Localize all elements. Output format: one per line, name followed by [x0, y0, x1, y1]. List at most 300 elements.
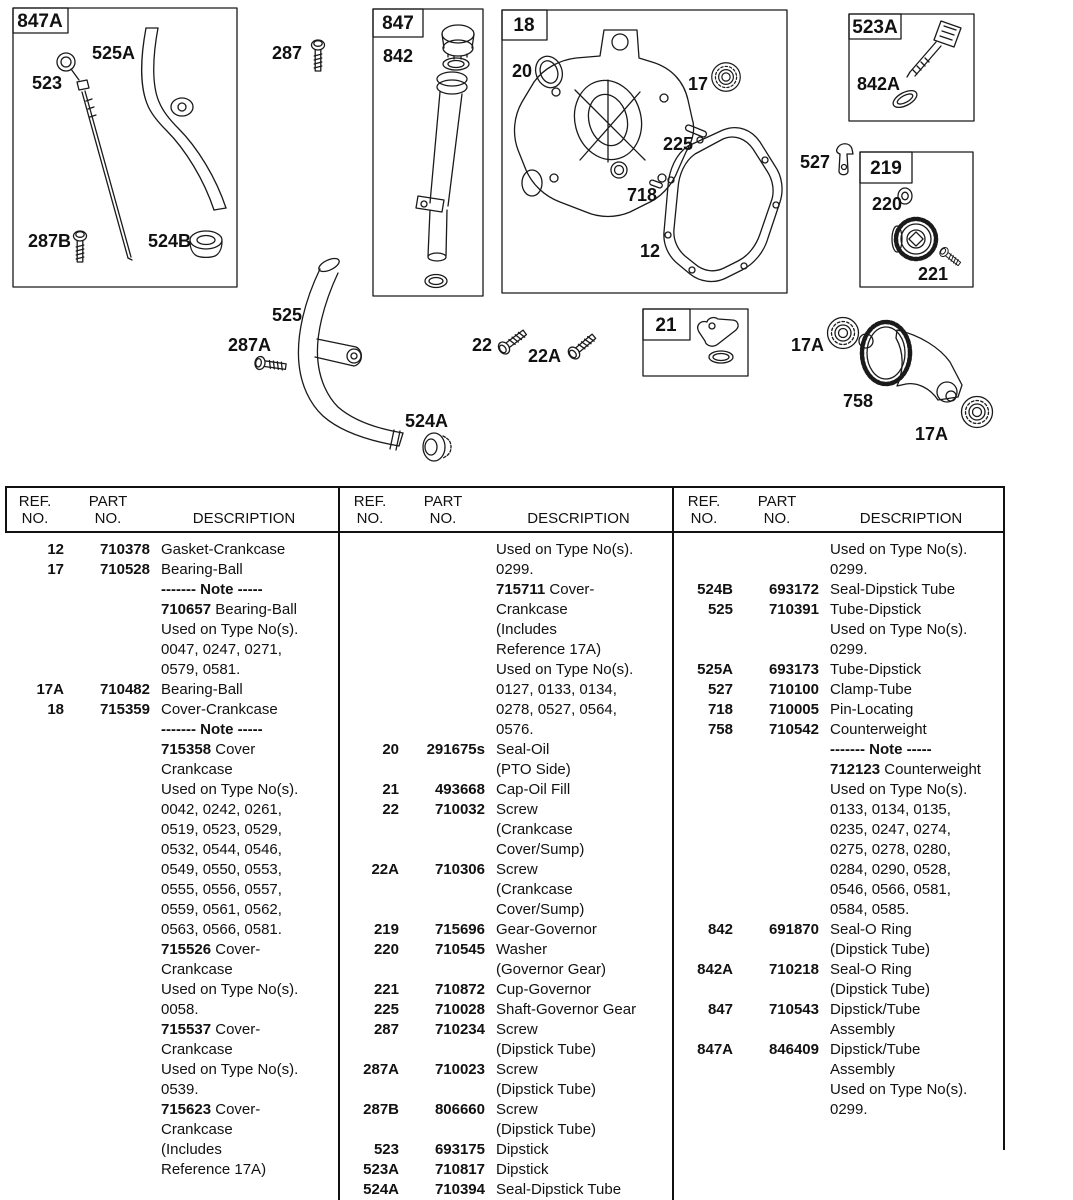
table-row [341, 1020, 670, 1040]
description: Screw [496, 1101, 538, 1118]
table-right-border [1003, 486, 1005, 1150]
callout-758: 758 [843, 391, 874, 411]
description: Screw [496, 1021, 538, 1038]
ref-no [341, 620, 399, 640]
description: 0042, 0242, 0261, [161, 801, 282, 818]
part-no: 710528 [99, 561, 150, 578]
part-no [733, 640, 819, 660]
ref-no [675, 760, 733, 780]
description: Dipstick [496, 1161, 549, 1178]
ref-no [6, 1040, 64, 1060]
header-description: DESCRIPTION [192, 510, 296, 527]
part-no [399, 1080, 485, 1100]
part-no [399, 600, 485, 620]
ref-no [341, 700, 399, 720]
part-no [64, 1140, 150, 1160]
description: Used on Type No(s). [830, 1081, 968, 1098]
part-no: 710542 [768, 721, 819, 738]
description: Used on Type No(s). [496, 541, 634, 558]
part-no [399, 900, 485, 920]
part-tube-525 [298, 256, 403, 450]
part-no [64, 740, 150, 760]
description: Cover-Crankcase [161, 701, 278, 718]
description: Used on Type No(s). [161, 981, 299, 998]
part-no [399, 1120, 485, 1140]
part-bearing-17A-left [828, 318, 859, 349]
description: Crankcase [496, 601, 568, 618]
description: Cup-Governor [496, 981, 592, 998]
ref-no [341, 680, 399, 700]
part-bearing-17 [712, 63, 741, 92]
description: Bearing-Ball [161, 561, 243, 578]
ref-no: 524B [697, 581, 733, 598]
description: Seal-O Ring [830, 961, 912, 978]
part-no: 710545 [434, 941, 485, 958]
ref-no [6, 1060, 64, 1080]
ref-no [6, 900, 64, 920]
callout-523: 523 [32, 73, 63, 93]
ref-no [6, 740, 64, 760]
part-no [733, 1080, 819, 1100]
table-row [341, 720, 670, 740]
description: Dipstick [496, 1141, 549, 1158]
description: 0555, 0556, 0557, [161, 881, 282, 898]
part-no [64, 1000, 150, 1020]
table-row [6, 980, 336, 1000]
description: 715526 Cover- [161, 941, 261, 958]
ref-no [341, 540, 399, 560]
table-row [675, 800, 1001, 820]
part-no [733, 820, 819, 840]
table-row [675, 820, 1001, 840]
part-no [64, 580, 150, 600]
description: Used on Type No(s). [161, 781, 299, 798]
table-row [6, 940, 336, 960]
part-no [733, 1060, 819, 1080]
part-no: 710218 [768, 961, 819, 978]
table-divider-1 [338, 486, 340, 1200]
description: (Dipstick Tube) [830, 981, 931, 998]
description: Used on Type No(s). [830, 541, 968, 558]
description: Screw [496, 801, 538, 818]
ref-no [6, 660, 64, 680]
table-row [675, 580, 1001, 600]
part-no: 691870 [768, 921, 819, 938]
part-no [733, 840, 819, 860]
description: Seal-Dipstick Tube [496, 1181, 622, 1198]
description: 0584, 0585. [830, 901, 910, 918]
ref-no: 20 [382, 741, 399, 758]
description: 715358 Cover [161, 741, 256, 758]
part-no [733, 620, 819, 640]
description: ------- Note ----- [161, 581, 263, 598]
description: ------- Note ----- [830, 741, 932, 758]
callout-17A-right: 17A [915, 424, 949, 444]
part-no [733, 540, 819, 560]
description: 0549, 0550, 0553, [161, 861, 282, 878]
part-no: 715696 [434, 921, 485, 938]
table-row [6, 600, 336, 620]
callout-287A: 287A [228, 335, 272, 355]
description: 0519, 0523, 0529, [161, 821, 282, 838]
ref-no [6, 1080, 64, 1100]
part-no [399, 820, 485, 840]
description: Screw [496, 861, 538, 878]
ref-no [341, 640, 399, 660]
description: Assembly [830, 1061, 896, 1078]
callout-12: 12 [640, 241, 661, 261]
ref-no [6, 760, 64, 780]
table-row [6, 1040, 336, 1060]
part-no [64, 1060, 150, 1080]
part-no [64, 900, 150, 920]
table-row [341, 1140, 670, 1160]
part-no [733, 980, 819, 1000]
part-no [399, 680, 485, 700]
description: Used on Type No(s). [830, 621, 968, 638]
description: Used on Type No(s). [161, 1061, 299, 1078]
ref-no [341, 960, 399, 980]
box-label-847A: 847A [17, 11, 63, 32]
description: Reference 17A) [161, 1161, 267, 1178]
ref-no [675, 1060, 733, 1080]
ref-no [675, 1100, 733, 1120]
ref-no [6, 720, 64, 740]
description: (Dipstick Tube) [496, 1081, 597, 1098]
table-row [6, 620, 336, 640]
part-bearing-17A-right [962, 397, 993, 428]
part-no [399, 620, 485, 640]
table-row [6, 1140, 336, 1160]
table-row [341, 1040, 670, 1060]
ref-no [341, 560, 399, 580]
description: (Dipstick Tube) [496, 1041, 597, 1058]
table-row [675, 1020, 1001, 1040]
table-row [6, 880, 336, 900]
header-description: DESCRIPTION [859, 510, 963, 527]
description: Screw [496, 1061, 538, 1078]
part-no [64, 1040, 150, 1060]
part-screw-22A [566, 331, 598, 361]
description: 0559, 0561, 0562, [161, 901, 282, 918]
part-tube-525A [142, 28, 226, 210]
description: 0284, 0290, 0528, [830, 861, 951, 878]
box-label-523A: 523A [852, 17, 898, 38]
part-no [399, 960, 485, 980]
table-row [675, 620, 1001, 640]
part-no [64, 920, 150, 940]
description: 0133, 0134, 0135, [830, 801, 951, 818]
table-row [6, 700, 336, 720]
ref-no [675, 940, 733, 960]
ref-no [675, 800, 733, 820]
table-row [341, 580, 670, 600]
ref-no: 17 [47, 561, 64, 578]
ref-no [675, 740, 733, 760]
header-ref-no: REF. NO. [18, 493, 52, 527]
part-no [64, 860, 150, 880]
table-row [675, 640, 1001, 660]
callout-22: 22 [472, 335, 493, 355]
description: 0299. [830, 561, 868, 578]
table-row [341, 1060, 670, 1080]
table-row [6, 740, 336, 760]
ref-no [675, 880, 733, 900]
part-no [64, 1080, 150, 1100]
description: (Dipstick Tube) [830, 941, 931, 958]
ref-no [341, 580, 399, 600]
ref-no: 18 [47, 701, 64, 718]
part-no [733, 1100, 819, 1120]
table-row [675, 680, 1001, 700]
part-no: 710482 [99, 681, 150, 698]
table-row [6, 920, 336, 940]
ref-no: 523 [373, 1141, 399, 1158]
table-row [675, 860, 1001, 880]
table-row [6, 780, 336, 800]
table-column-middle [341, 486, 670, 1200]
part-no: 710543 [768, 1001, 819, 1018]
description: (PTO Side) [496, 761, 571, 778]
part-cap-oil-fill-21 [698, 318, 738, 363]
description: (Dipstick Tube) [496, 1121, 597, 1138]
header-ref-no: REF. NO. [353, 493, 387, 527]
box-label-21: 21 [655, 315, 677, 336]
table-column-right [675, 486, 1001, 1200]
part-no [733, 1020, 819, 1040]
part-no [399, 660, 485, 680]
ref-no: 225 [373, 1001, 399, 1018]
ref-no [675, 840, 733, 860]
part-no: 693172 [768, 581, 819, 598]
table-row [6, 540, 336, 560]
exploded-parts-diagram [0, 0, 1073, 486]
ref-no [6, 860, 64, 880]
callout-525: 525 [272, 305, 303, 325]
description: Crankcase [161, 1121, 233, 1138]
part-dipstick-523 [57, 53, 132, 260]
description: Gear-Governor [496, 921, 597, 938]
description: 0047, 0247, 0271, [161, 641, 282, 658]
part-no: 693173 [768, 661, 819, 678]
callout-17: 17 [688, 74, 709, 94]
part-no [399, 640, 485, 660]
description: 0278, 0527, 0564, [496, 701, 617, 718]
table-row [6, 840, 336, 860]
part-no: 710234 [434, 1021, 485, 1038]
part-dipstick-tube-842 [416, 25, 474, 288]
ref-no [6, 820, 64, 840]
table-row [6, 960, 336, 980]
description: 712123 Counterweight [830, 761, 981, 778]
description: Crankcase [161, 961, 233, 978]
description: Dipstick/Tube [830, 1041, 921, 1058]
ref-no [675, 980, 733, 1000]
ref-no: 842 [707, 921, 733, 938]
description: (Crankcase [496, 881, 573, 898]
table-header [6, 493, 336, 527]
ref-no [341, 880, 399, 900]
description: 0127, 0133, 0134, [496, 681, 617, 698]
table-row [341, 860, 670, 880]
table-row [6, 760, 336, 780]
table-row [6, 1060, 336, 1080]
callout-287: 287 [272, 43, 303, 63]
part-no: 806660 [434, 1101, 485, 1118]
table-row [675, 1080, 1001, 1100]
part-no [64, 800, 150, 820]
description: Seal-Dipstick Tube [830, 581, 956, 598]
ref-no: 847 [707, 1001, 733, 1018]
description: 715537 Cover- [161, 1021, 261, 1038]
description: (Crankcase [496, 821, 573, 838]
callout-22A: 22A [528, 346, 562, 366]
part-no: 710028 [434, 1001, 485, 1018]
table-row [6, 800, 336, 820]
ref-no [341, 660, 399, 680]
part-seal-524B [190, 231, 222, 257]
part-no [733, 780, 819, 800]
part-no: 710817 [434, 1161, 485, 1178]
description: Washer [496, 941, 548, 958]
part-screw-287 [312, 40, 325, 71]
part-no [733, 860, 819, 880]
part-no: 715359 [99, 701, 150, 718]
table-row [341, 1120, 670, 1140]
ref-no [6, 780, 64, 800]
ref-no: 523A [363, 1161, 399, 1178]
table-row [675, 540, 1001, 560]
ref-no: 758 [707, 721, 733, 738]
part-counterweight-758 [859, 322, 962, 402]
part-no: 710100 [768, 681, 819, 698]
description: Reference 17A) [496, 641, 602, 658]
table-row [675, 740, 1001, 760]
callout-225: 225 [663, 134, 694, 154]
description: (Governor Gear) [496, 961, 607, 978]
table-row [6, 640, 336, 660]
ref-no [6, 640, 64, 660]
ref-no [6, 1120, 64, 1140]
description: (Includes [161, 1141, 222, 1158]
table-row [341, 820, 670, 840]
table-row [341, 680, 670, 700]
ref-no [675, 780, 733, 800]
ref-no: 524A [363, 1181, 399, 1198]
part-no [733, 560, 819, 580]
description: Used on Type No(s). [830, 781, 968, 798]
table-row [341, 760, 670, 780]
description: Gasket-Crankcase [161, 541, 286, 558]
callout-718: 718 [627, 185, 658, 205]
part-no [64, 660, 150, 680]
ref-no [6, 580, 64, 600]
ref-no [341, 720, 399, 740]
table-row [341, 1100, 670, 1120]
ref-no [675, 900, 733, 920]
description: 0275, 0278, 0280, [830, 841, 951, 858]
ref-no: 22 [382, 801, 399, 818]
callout-20: 20 [512, 61, 533, 81]
ref-no [6, 620, 64, 640]
callout-524A: 524A [405, 411, 449, 431]
ref-no: 287 [373, 1021, 399, 1038]
table-row [675, 960, 1001, 980]
table-row [6, 1160, 336, 1180]
part-no [64, 720, 150, 740]
table-row [675, 560, 1001, 580]
table-row [6, 1080, 336, 1100]
part-no: 291675s [426, 741, 485, 758]
table-row [341, 940, 670, 960]
table-row [6, 1100, 336, 1120]
part-no: 693175 [434, 1141, 485, 1158]
table-row [341, 1160, 670, 1180]
ref-no [675, 560, 733, 580]
description: Bearing-Ball [161, 681, 243, 698]
description: 715711 Cover- [496, 581, 595, 598]
ref-no: 221 [373, 981, 399, 998]
description: 0235, 0247, 0274, [830, 821, 951, 838]
part-no [399, 720, 485, 740]
box-label-847: 847 [382, 13, 414, 34]
part-no [399, 760, 485, 780]
description: Shaft-Governor Gear [496, 1001, 637, 1018]
part-no [64, 620, 150, 640]
part-seal-524A [423, 433, 451, 461]
part-no [733, 800, 819, 820]
ref-no: 842A [697, 961, 733, 978]
part-no [733, 900, 819, 920]
callout-842: 842 [383, 46, 414, 66]
description: Seal-Oil [496, 741, 550, 758]
table-row [675, 1040, 1001, 1060]
description: 0546, 0566, 0581, [830, 881, 951, 898]
callout-221: 221 [918, 264, 949, 284]
part-no: 710023 [434, 1061, 485, 1078]
table-row [675, 600, 1001, 620]
ref-no [6, 840, 64, 860]
callout-17A-left: 17A [791, 335, 825, 355]
table-row [6, 660, 336, 680]
part-no [64, 940, 150, 960]
ref-no [6, 1160, 64, 1180]
ref-no [6, 800, 64, 820]
part-no [399, 700, 485, 720]
part-no [399, 560, 485, 580]
table-row [341, 560, 670, 580]
table-row [6, 560, 336, 580]
description: Tube-Dipstick [830, 601, 922, 618]
table-row [341, 920, 670, 940]
part-no: 493668 [434, 781, 485, 798]
table-row [675, 1060, 1001, 1080]
part-no [733, 740, 819, 760]
part-no [399, 1040, 485, 1060]
part-no [64, 1020, 150, 1040]
table-row [675, 940, 1001, 960]
table-row [6, 1020, 336, 1040]
part-dipstick-842A [907, 21, 961, 77]
table-row [675, 1000, 1001, 1020]
ref-no: 219 [373, 921, 399, 938]
description: Cap-Oil Fill [496, 781, 571, 798]
table-row [341, 700, 670, 720]
header-part-no: PART NO. [757, 493, 797, 527]
table-row [6, 580, 336, 600]
description: 0299. [830, 1101, 868, 1118]
table-column-left [6, 486, 336, 1200]
